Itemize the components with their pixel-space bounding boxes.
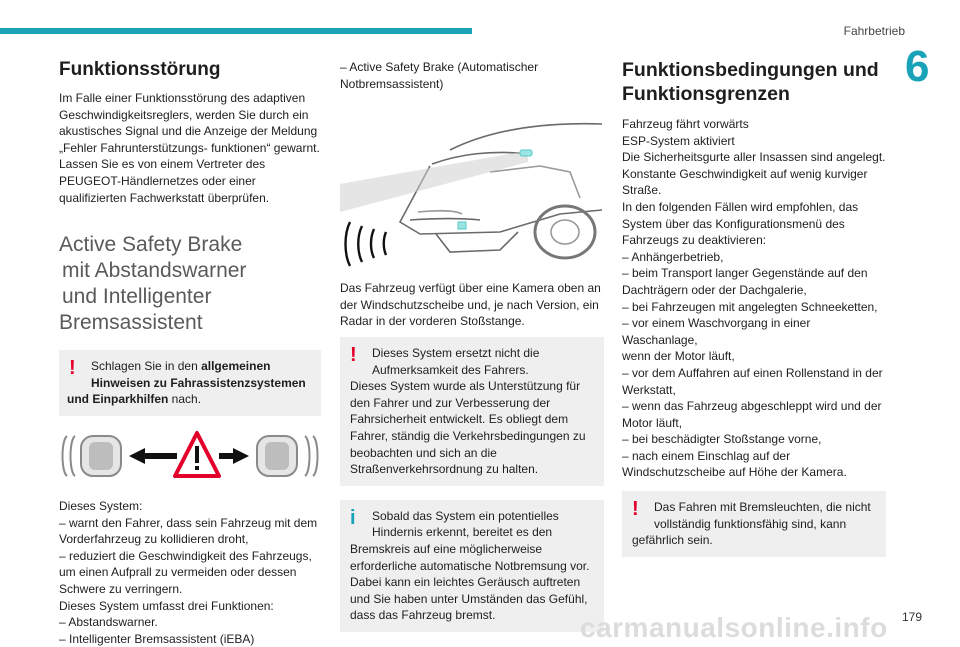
rear-car-icon <box>63 436 122 476</box>
warning-exclamation-icon: ! <box>632 498 639 521</box>
heading-funktionsstoerung: Funktionsstörung <box>59 59 221 80</box>
text-line: Vorderfahrzeug zu kollidieren droht, <box>59 532 249 547</box>
text-line: – wenn das Fahrzeug abgeschleppt wird und der <box>622 399 882 414</box>
heading-active-safety-brake <box>59 232 321 336</box>
warning-exclamation-icon: ! <box>350 343 357 366</box>
radar-waves-icon <box>346 222 387 266</box>
chapter-number: 6 <box>905 42 930 91</box>
text-line: Straße. <box>622 183 662 198</box>
van-camera-radar-illustration <box>340 102 602 270</box>
text-line: – reduziert die Geschwindigkeit des Fahrzeugs, <box>59 548 312 563</box>
text-line: Dieses System: <box>59 498 143 513</box>
text-line: – Abstandswarner. <box>59 615 158 630</box>
text-line: Dieses System umfasst drei Funktionen: <box>59 598 274 613</box>
camera-radar-paragraph: Das Fahrzeug verfügt über eine Kamera oben an der Windschutzscheibe und, je nach Version, ein Radar in der vorderen Stoßstange. <box>340 281 601 329</box>
column-3 <box>622 58 886 557</box>
warning-bold-text: und Einparkhilfen <box>67 392 169 407</box>
heading-line: Funktionsbedingungen und <box>622 59 879 81</box>
heading-funktionsbedingungen <box>622 58 886 106</box>
header-accent-bar <box>0 28 472 34</box>
section-title: Fahrbetrieb <box>843 24 905 38</box>
text-line: – Anhängerbetrieb, <box>622 249 724 264</box>
text-line: – bei Fahrzeugen mit angelegten Schneeketten, <box>622 299 878 314</box>
system-description <box>59 498 321 647</box>
text-line: Schwere zu verringern. <box>59 581 183 596</box>
info-body-text: Bremskreis auf eine möglicherweise erforderliche automatische Notbremsung vor. Dabei kann ein leichtes Geräusch auftreten und Sie haben unter Umständen das Gefühl, dass das Fahrzeug bremst. <box>350 541 590 623</box>
text-line: um einen Aufprall zu vermeiden oder dessen <box>59 565 297 580</box>
text-line: In den folgenden Fällen wird empfohlen, das <box>622 199 859 214</box>
text-line: – warnt den Fahrer, dass sein Fahrzeug mit dem <box>59 515 318 530</box>
text-line: Motor läuft, <box>622 415 683 430</box>
warning-body-text: Dieses System wurde als Unterstützung für den Fahrer und zur Verbesserung der Fahrsicherheit entwickelt. Es obliegt dem Fahrer, ständig die Verkehrsbedingungen zu beobachten und sich an die Straßenverkehrsordnung zu halten. <box>350 379 586 477</box>
watermark: carmanualsonline.info <box>580 612 888 643</box>
heading-line: Funktionsgrenzen <box>622 83 790 105</box>
warning-box-attention <box>340 337 604 486</box>
warning-text: nach. <box>168 392 202 407</box>
text-line: – bei beschädigter Stoßstange vorne, <box>622 432 822 447</box>
front-car-icon <box>257 436 318 476</box>
warning-text: Schlagen Sie in den <box>91 359 202 374</box>
text-line: – nach einem Einschlag auf der <box>622 448 791 463</box>
text-line: Dachträgern oder der Dachgalerie, <box>622 282 807 297</box>
text-line: ESP-System aktiviert <box>622 133 735 148</box>
warning-triangle-icon <box>175 433 219 476</box>
warning-bold-text: allgemeinen Hinweisen zu Fahrassistenzsystemen <box>91 359 306 390</box>
text-line: Fahrzeugs zu deaktivieren: <box>622 233 767 248</box>
heading-line: mit Abstandswarner <box>62 259 247 283</box>
warning-lead-text: Das Fahren mit Bremsleuchten, die nicht vollständig funktionsfähig sind, kann <box>654 500 871 531</box>
collision-warning-illustration <box>59 430 321 482</box>
info-box-brake-preparation <box>340 500 604 632</box>
warning-box-brake-lights <box>622 491 886 557</box>
text-line: – beim Transport langer Gegenstände auf den <box>622 266 868 281</box>
text-line: Die Sicherheitsgurte aller Insassen sind angelegt. <box>622 150 886 165</box>
text-line: System über das Konfigurationsmenü des <box>622 216 845 231</box>
text-line: – vor dem Auffahren auf einen Rollenstand in der <box>622 365 883 380</box>
text-line: Konstante Geschwindigkeit auf wenig kurviger <box>622 166 868 181</box>
heading-line: Active Safety Brake <box>59 233 243 257</box>
malfunction-paragraph: Im Falle einer Funktionsstörung des adaptiven Geschwindigkeitsreglers, werden Sie durch ein akustisches Signal und die Anzeige der Meldung „Fehler Fahrunterstützungs- funktionen“ gewarnt. Lassen Sie es von einem Vertreter des PEUGEOT-Händlernetzes oder einer qualifizierten Fachwerkstatt überprüfen. <box>59 91 320 205</box>
column-2 <box>340 59 604 632</box>
text-line: – vor einem Waschvorgang in einer Waschanlage, <box>622 316 811 347</box>
conditions-list <box>622 116 886 481</box>
text-line: Werkstatt, <box>622 382 676 397</box>
heading-line: und Intelligenter <box>62 285 212 309</box>
warning-exclamation-icon: ! <box>69 357 76 380</box>
warning-lead-text: Dieses System ersetzt nicht die Aufmerksamkeit des Fahrers. <box>372 345 540 377</box>
info-icon: i <box>350 506 356 529</box>
text-line: Fahrzeug fährt vorwärts <box>622 117 749 131</box>
text-line: wenn der Motor läuft, <box>622 349 735 364</box>
heading-line: Bremsassistent <box>59 311 203 335</box>
text-line: – Active Safety Brake (Automatischer <box>340 60 539 74</box>
warning-body-text: gefährlich sein. <box>632 533 713 548</box>
camera-highlight-icon <box>340 152 528 212</box>
text-line: Notbremsassistent) <box>340 76 444 91</box>
info-lead-text: Sobald das System ein potentielles Hindernis erkennt, bereitet es den <box>372 508 559 540</box>
text-line: Windschutzscheibe auf Höhe der Kamera. <box>622 465 847 480</box>
column-1 <box>59 58 321 647</box>
text-line: – Intelligenter Bremsassistent (iEBA) <box>59 631 255 646</box>
warning-box-general-notes <box>59 350 321 416</box>
page-number: 179 <box>901 610 922 624</box>
